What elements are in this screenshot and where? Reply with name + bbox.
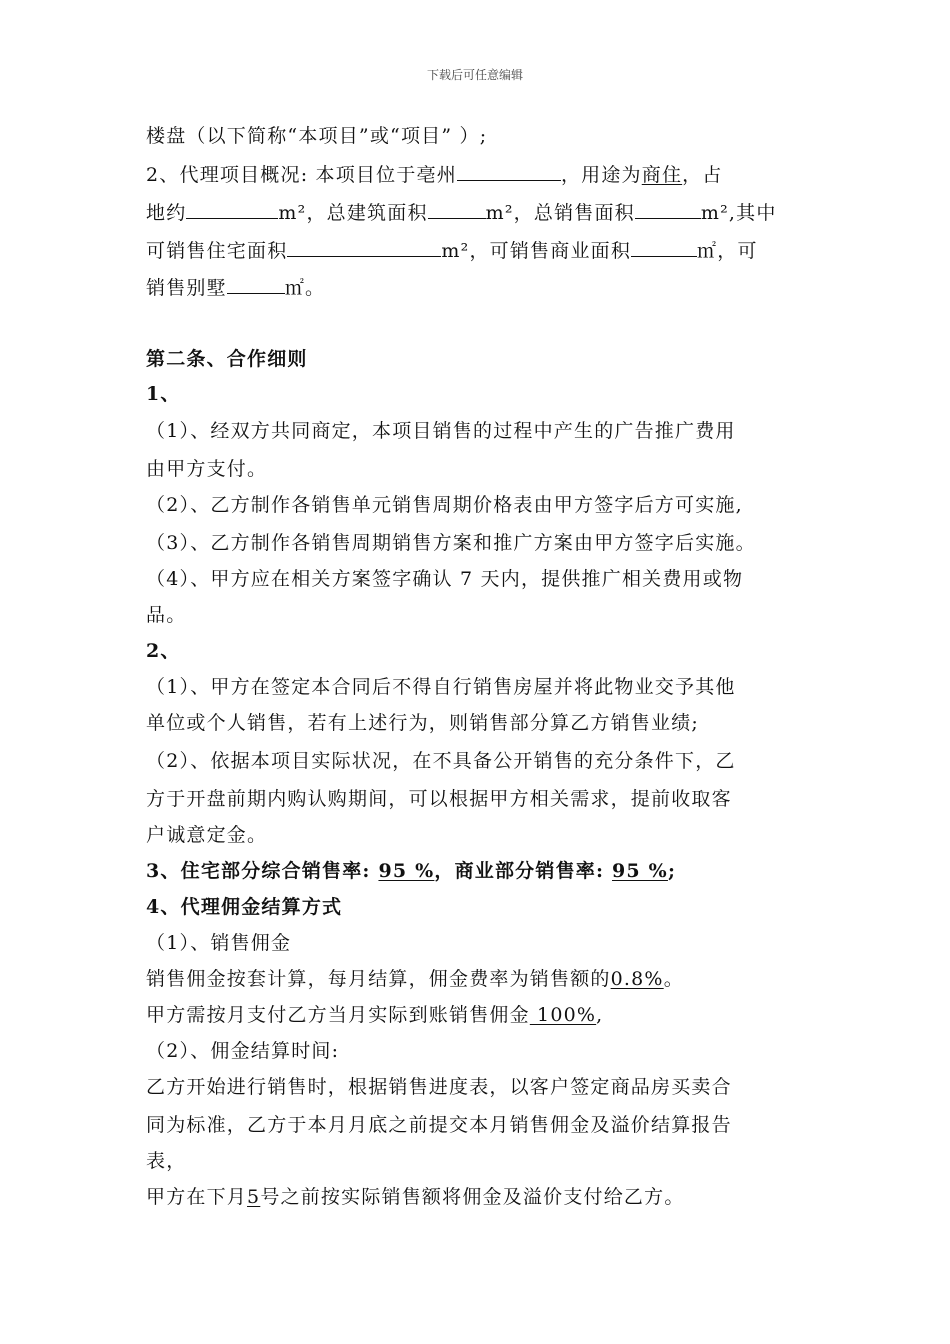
section-title: 第二条、合作细则 xyxy=(146,348,308,370)
text-line: 楼盘（以下简称“本项目”或“项目” ）; xyxy=(146,125,488,147)
text: ，占 xyxy=(682,164,723,186)
payment-day: 5 xyxy=(247,1186,261,1208)
text: 2、代理项目概况: 本项目位于亳州 xyxy=(146,164,457,186)
text-line: （3）、乙方制作各销售周期销售方案和推广方案由甲方签字后实施。 xyxy=(146,532,756,554)
text: 销售别墅 xyxy=(146,277,227,299)
blank-building-area xyxy=(428,198,486,219)
text: m²，总销售面积 xyxy=(485,202,635,224)
text-line: （1）、销售佣金 xyxy=(146,932,292,954)
usage-value: 商住 xyxy=(641,164,683,186)
text: m²，总建筑面积 xyxy=(278,202,428,224)
text: , xyxy=(596,1004,604,1026)
text: ㎡。 xyxy=(284,277,326,299)
commission-rate: 0.8% xyxy=(610,968,664,990)
text-line: 方于开盘前期内购认购期间，可以根据甲方相关需求，提前收取客 xyxy=(146,788,732,810)
text-line: 同为标准，乙方于本月月底之前提交本月销售佣金及溢价结算报告 xyxy=(146,1114,732,1136)
text-line: 户诚意定金。 xyxy=(146,824,268,846)
text: m²，可销售商业面积 xyxy=(441,240,632,262)
text-line xyxy=(146,236,758,264)
residential-rate: 95 % xyxy=(378,860,435,882)
text-line xyxy=(146,273,325,301)
commission-percent: 100% xyxy=(529,1004,597,1026)
page-header: 下载后可任意编辑 xyxy=(426,68,523,82)
text: ，商业部分销售率: xyxy=(434,860,613,882)
text: 。 xyxy=(663,968,684,990)
text-line: 乙方开始进行销售时，根据销售进度表，以客户签定商品房买卖合 xyxy=(146,1076,732,1098)
section-title: 4、代理佣金结算方式 xyxy=(146,896,343,918)
text: 号之前按实际销售额将佣金及溢价支付给乙方。 xyxy=(260,1186,685,1208)
blank-sales-area xyxy=(635,198,701,219)
text-line: 由甲方支付。 xyxy=(146,458,268,480)
text-line: 品。 xyxy=(146,604,187,626)
blank-location xyxy=(457,160,561,181)
text-line: （4）、甲方应在相关方案签字确认 7 天内，提供推广相关费用或物 xyxy=(146,568,744,590)
blank-residential-area xyxy=(287,236,441,257)
text-line xyxy=(146,1184,685,1210)
text: ㎡，可 xyxy=(697,240,758,262)
text: ，用途为 xyxy=(560,164,642,186)
item-number: 1、 xyxy=(146,383,181,405)
blank-villa-area xyxy=(227,273,285,294)
text: ; xyxy=(667,860,677,882)
text-line xyxy=(146,160,723,188)
text-line xyxy=(146,198,777,226)
text-line: 单位或个人销售，若有上述行为，则销售部分算乙方销售业绩; xyxy=(146,712,700,734)
text-line: （1）、甲方在签定本合同后不得自行销售房屋并将此物业交予其他 xyxy=(146,676,736,698)
blank-commercial-area xyxy=(631,236,697,257)
text-line xyxy=(146,1002,603,1028)
text-line: （2）、佣金结算时间: xyxy=(146,1040,340,1062)
text: 可销售住宅面积 xyxy=(146,240,288,262)
blank-land-area xyxy=(186,198,278,219)
text-line: （1）、经双方共同商定，本项目销售的过程中产生的广告推广费用 xyxy=(146,420,736,442)
text: 甲方在下月 xyxy=(146,1186,248,1208)
text: 地约 xyxy=(146,202,187,224)
text-line: 表， xyxy=(146,1150,187,1172)
text-line: （2）、依据本项目实际状况，在不具备公开销售的充分条件下，乙 xyxy=(146,750,736,772)
commercial-rate: 95 % xyxy=(612,860,668,882)
text: 甲方需按月支付乙方当月实际到账销售佣金 xyxy=(146,1004,530,1026)
text-line: （2）、乙方制作各销售单元销售周期价格表由甲方签字后方可实施, xyxy=(146,494,743,516)
text-line xyxy=(146,858,676,884)
text: 3、住宅部分综合销售率: xyxy=(146,860,379,882)
text: m²,其中 xyxy=(700,202,777,224)
text: 销售佣金按套计算，每月结算，佣金费率为销售额的 xyxy=(146,968,611,990)
text-line xyxy=(146,966,684,992)
item-number: 2、 xyxy=(146,640,181,662)
